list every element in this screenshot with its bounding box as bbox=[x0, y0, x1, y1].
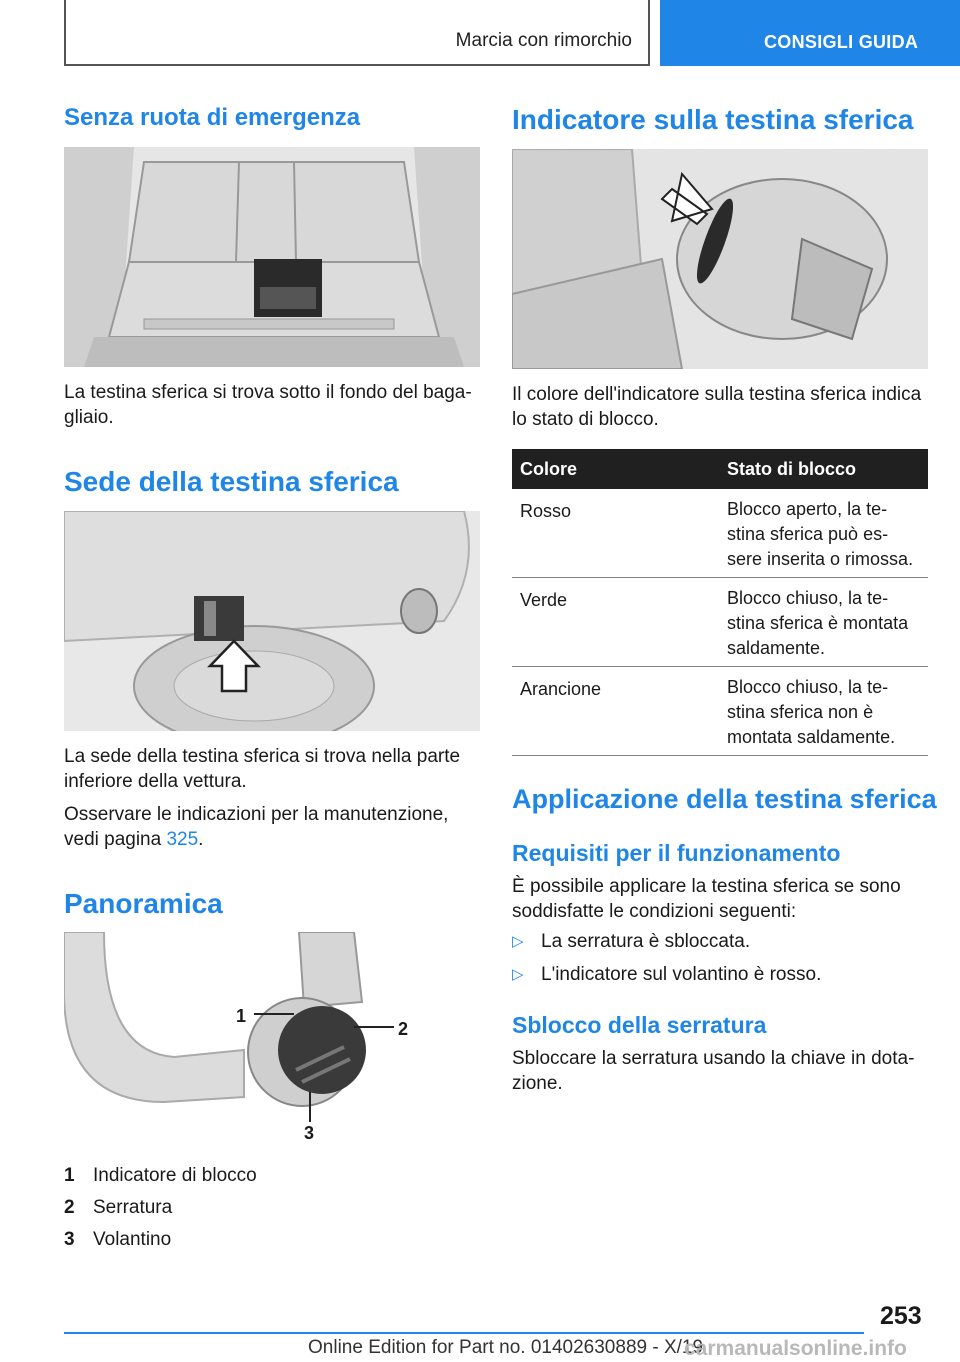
ball-head-overview-illustration bbox=[64, 932, 480, 1152]
column-header-stato: Stato di blocco bbox=[727, 459, 857, 479]
heading-indicatore: Indicatore sulla testina sferica bbox=[512, 104, 914, 135]
footer-divider bbox=[64, 1332, 864, 1334]
heading-senza-ruota: Senza ruota di emergenza bbox=[64, 104, 361, 131]
page-link-325[interactable]: 325 bbox=[166, 829, 199, 850]
bullet-triangle-icon: ▷ bbox=[512, 966, 524, 983]
paragraph-requisiti-line2: soddisfatte le condizioni seguenti: bbox=[512, 901, 797, 922]
paragraph-sblocco-line1: Sbloccare la serratura usando la chiave in dota- bbox=[512, 1048, 915, 1069]
chapter-tab[interactable] bbox=[660, 0, 960, 66]
callout-2: 2 bbox=[398, 1019, 409, 1039]
table-row: Arancione Blocco chiuso, la te- stina sferica non è montata saldamente. bbox=[512, 667, 928, 756]
callout-1: 1 bbox=[236, 1006, 247, 1026]
heading-sblocco: Sblocco della serratura bbox=[512, 1012, 767, 1038]
paragraph-sede-line2: inferiore della vettura. bbox=[64, 771, 247, 792]
heading-sede: Sede della testina sferica bbox=[64, 466, 399, 497]
paragraph-sede-line1: La sede della testina sferica si trova nella parte bbox=[64, 746, 461, 767]
heading-requisiti: Requisiti per il funzionamento bbox=[512, 840, 841, 866]
watermark: carmanualsonline.info bbox=[684, 1337, 907, 1360]
page-number: 253 bbox=[880, 1302, 922, 1330]
paragraph-osservare-line1: Osservare le indicazioni per la manutenzione, bbox=[64, 804, 449, 825]
hitch-location-illustration bbox=[64, 511, 480, 731]
header-section-title: Marcia con rimorchio bbox=[455, 30, 632, 51]
lock-status-table bbox=[512, 449, 928, 756]
heading-applicazione: Applicazione della testina sferica bbox=[512, 784, 937, 814]
table-row: Verde Blocco chiuso, la te- stina sferica è montata saldamente. bbox=[512, 578, 928, 667]
heading-panoramica: Panoramica bbox=[64, 888, 223, 919]
paragraph-senza-line2: gliaio. bbox=[64, 407, 114, 428]
paragraph-indicatore-line2: lo stato di blocco. bbox=[512, 409, 659, 430]
paragraph-osservare-line2: vedi pagina 325. bbox=[64, 829, 204, 850]
column-header-colore: Colore bbox=[520, 459, 578, 479]
table-header bbox=[512, 449, 928, 489]
header-section-box bbox=[64, 0, 650, 66]
trunk-illustration bbox=[64, 147, 480, 367]
chapter-tab-label: CONSIGLI GUIDA bbox=[764, 32, 919, 52]
indicator-illustration bbox=[512, 149, 928, 369]
bullet-triangle-icon: ▷ bbox=[512, 933, 524, 950]
paragraph-requisiti-line1: È possibile applicare la testina sferica se sono bbox=[512, 876, 901, 897]
paragraph-indicatore-line1: Il colore dell'indicatore sulla testina sferica indica bbox=[512, 384, 922, 405]
footer-edition: Online Edition for Part no. 01402630889 - X/19 bbox=[308, 1337, 704, 1358]
paragraph-sblocco-line2: zione. bbox=[512, 1073, 563, 1094]
callout-3: 3 bbox=[304, 1123, 315, 1143]
paragraph-senza-line1: La testina sferica si trova sotto il fondo del baga- bbox=[64, 382, 472, 403]
table-row: Rosso Blocco aperto, la te- stina sferica può es- sere inserita o rimossa. bbox=[512, 489, 928, 578]
